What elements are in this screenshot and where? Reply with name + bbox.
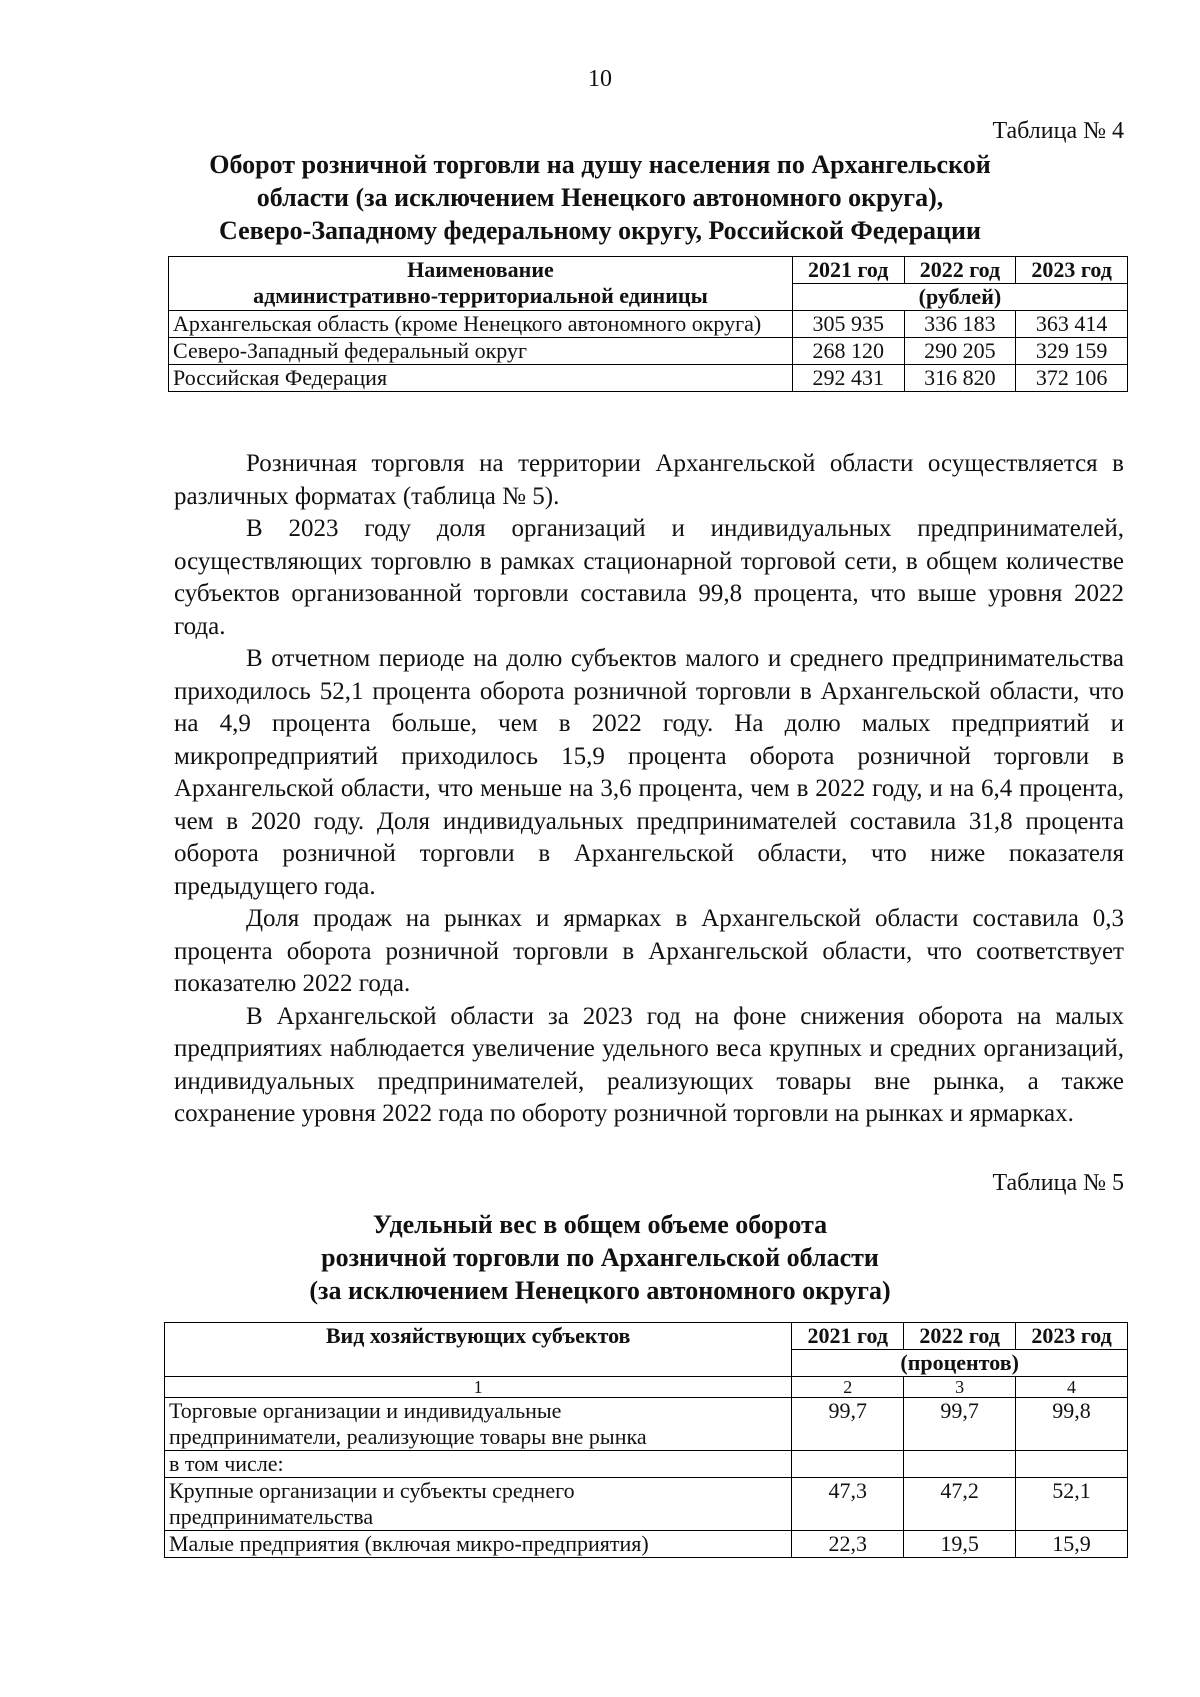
table-row (165, 1531, 1128, 1558)
table-row (165, 1451, 1128, 1478)
table-4-label: Таблица № 4 (992, 118, 1124, 144)
subject-type (165, 1478, 792, 1531)
paragraph: В 2023 году доля организаций и индивидуальных предпринимателей, осуществляющих торговлю в рамках стационарной торговой сети, в общем количестве субъектов организованной торговли составила 99,8 процента, что выше уровня 2022 года. (174, 515, 1124, 640)
value-cell: 268 120 (792, 338, 904, 365)
table-row (165, 1478, 1128, 1531)
value-cell: 22,3 (792, 1531, 904, 1558)
column-number: 4 (1016, 1377, 1128, 1398)
value-cell: 336 183 (904, 311, 1016, 338)
region-name: Российская Федерация (169, 365, 793, 392)
value-cell: 316 820 (904, 365, 1016, 392)
table-4-title-line: Оборот розничной торговли на душу населения по Архангельской (209, 150, 991, 179)
subject-type-line: предприниматели, реализующие товары вне рынка (169, 1424, 647, 1449)
value-cell (792, 1451, 904, 1478)
table-4-title-line: Северо-Западному федеральному округу, Российской Федерации (219, 216, 981, 245)
column-number: 3 (904, 1377, 1016, 1398)
value-cell: 19,5 (904, 1531, 1016, 1558)
value-cell: 99,8 (1016, 1398, 1128, 1451)
body-text (174, 448, 1124, 1131)
table-5-title-line: (за исключением Ненецкого автономного округа) (309, 1276, 891, 1305)
value-cell: 372 106 (1016, 365, 1128, 392)
table-5-title-line: розничной торговли по Архангельской области (321, 1243, 879, 1272)
value-cell (1016, 1451, 1128, 1478)
table-5-title-line: Удельный вес в общем объеме оборота (372, 1210, 828, 1239)
page-number: 10 (588, 66, 612, 92)
region-name: Северо-Западный федеральный округ (169, 338, 793, 365)
value-cell: 52,1 (1016, 1478, 1128, 1531)
subject-type: Малые предприятия (включая микро-предприятия) (165, 1531, 792, 1558)
table-4 (168, 256, 1128, 392)
subject-type-line: Крупные организации и субъекты среднего (169, 1478, 575, 1503)
table-5-year-header: 2023 год (1016, 1323, 1128, 1350)
value-cell: 290 205 (904, 338, 1016, 365)
table-row (169, 338, 1128, 365)
paragraph: В отчетном периоде на долю субъектов малого и среднего предпринимательства приходилось 52,1 процента оборота розничной торговли в Архангельской области, что на 4,9 процента больше, чем в 2022 году. На долю малых предприятий и микропредприятий приходилось 15,9 процента оборота розничной торговли в Архангельской области, что меньше на 3,6 процента, чем в 2022 году, и на 6,4 процента, чем в 2020 году. Доля индивидуальных предпринимателей составила 31,8 процента оборота розничной торговли в Архангельской области, что ниже показателя предыдущего года. (174, 645, 1124, 900)
value-cell: 329 159 (1016, 338, 1128, 365)
table-4-year-header: 2022 год (904, 257, 1016, 284)
value-cell: 99,7 (904, 1398, 1016, 1451)
column-number: 2 (792, 1377, 904, 1398)
table-5 (164, 1322, 1128, 1558)
header-name-line: Наименование (407, 257, 554, 282)
table-4-title (100, 148, 1100, 247)
table-row (169, 311, 1128, 338)
table-5-title (100, 1208, 1100, 1307)
subject-type-line: предпринимательства (169, 1504, 374, 1529)
table-row (169, 365, 1128, 392)
table-4-title-line: области (за исключением Ненецкого автономного округа), (256, 183, 944, 212)
value-cell (904, 1451, 1016, 1478)
table-5-unit: (процентов) (792, 1350, 1128, 1377)
value-cell: 47,3 (792, 1478, 904, 1531)
table-5-header-name: Вид хозяйствующих субъектов (165, 1323, 792, 1377)
value-cell: 47,2 (904, 1478, 1016, 1531)
region-name: Архангельская область (кроме Ненецкого автономного округа) (169, 311, 793, 338)
value-cell: 99,7 (792, 1398, 904, 1451)
table-5-year-header: 2021 год (792, 1323, 904, 1350)
table-4-year-header: 2021 год (792, 257, 904, 284)
table-5-year-header: 2022 год (904, 1323, 1016, 1350)
subject-type-line: Торговые организации и индивидуальные (169, 1398, 562, 1423)
value-cell: 292 431 (792, 365, 904, 392)
table-4-year-header: 2023 год (1016, 257, 1128, 284)
value-cell: 363 414 (1016, 311, 1128, 338)
value-cell: 15,9 (1016, 1531, 1128, 1558)
table-4-header-name (169, 257, 793, 311)
paragraph: В Архангельской области за 2023 год на фоне снижения оборота на малых предприятиях наблюдается увеличение удельного веса крупных и средних организаций, индивидуальных предпринимателей, реализующих товары вне рынка, а также сохранение уровня 2022 года по обороту розничной торговли на рынках и ярмарках. (174, 1002, 1124, 1127)
table-5-label: Таблица № 5 (992, 1170, 1124, 1196)
subject-type: в том числе: (165, 1451, 792, 1478)
value-cell: 305 935 (792, 311, 904, 338)
table-row (165, 1398, 1128, 1451)
table-4-unit: (рублей) (792, 284, 1127, 311)
column-number: 1 (165, 1377, 792, 1398)
paragraph: Доля продаж на рынках и ярмарках в Архангельской области составила 0,3 процента оборота розничной торговли в Архангельской области, что соответствует показателю 2022 года. (174, 905, 1124, 997)
subject-type (165, 1398, 792, 1451)
column-number-row (165, 1377, 1128, 1398)
paragraph: Розничная торговля на территории Архангельской области осуществляется в различных форматах (таблица № 5). (174, 450, 1124, 510)
header-name-line: административно-территориальной единицы (253, 283, 708, 308)
